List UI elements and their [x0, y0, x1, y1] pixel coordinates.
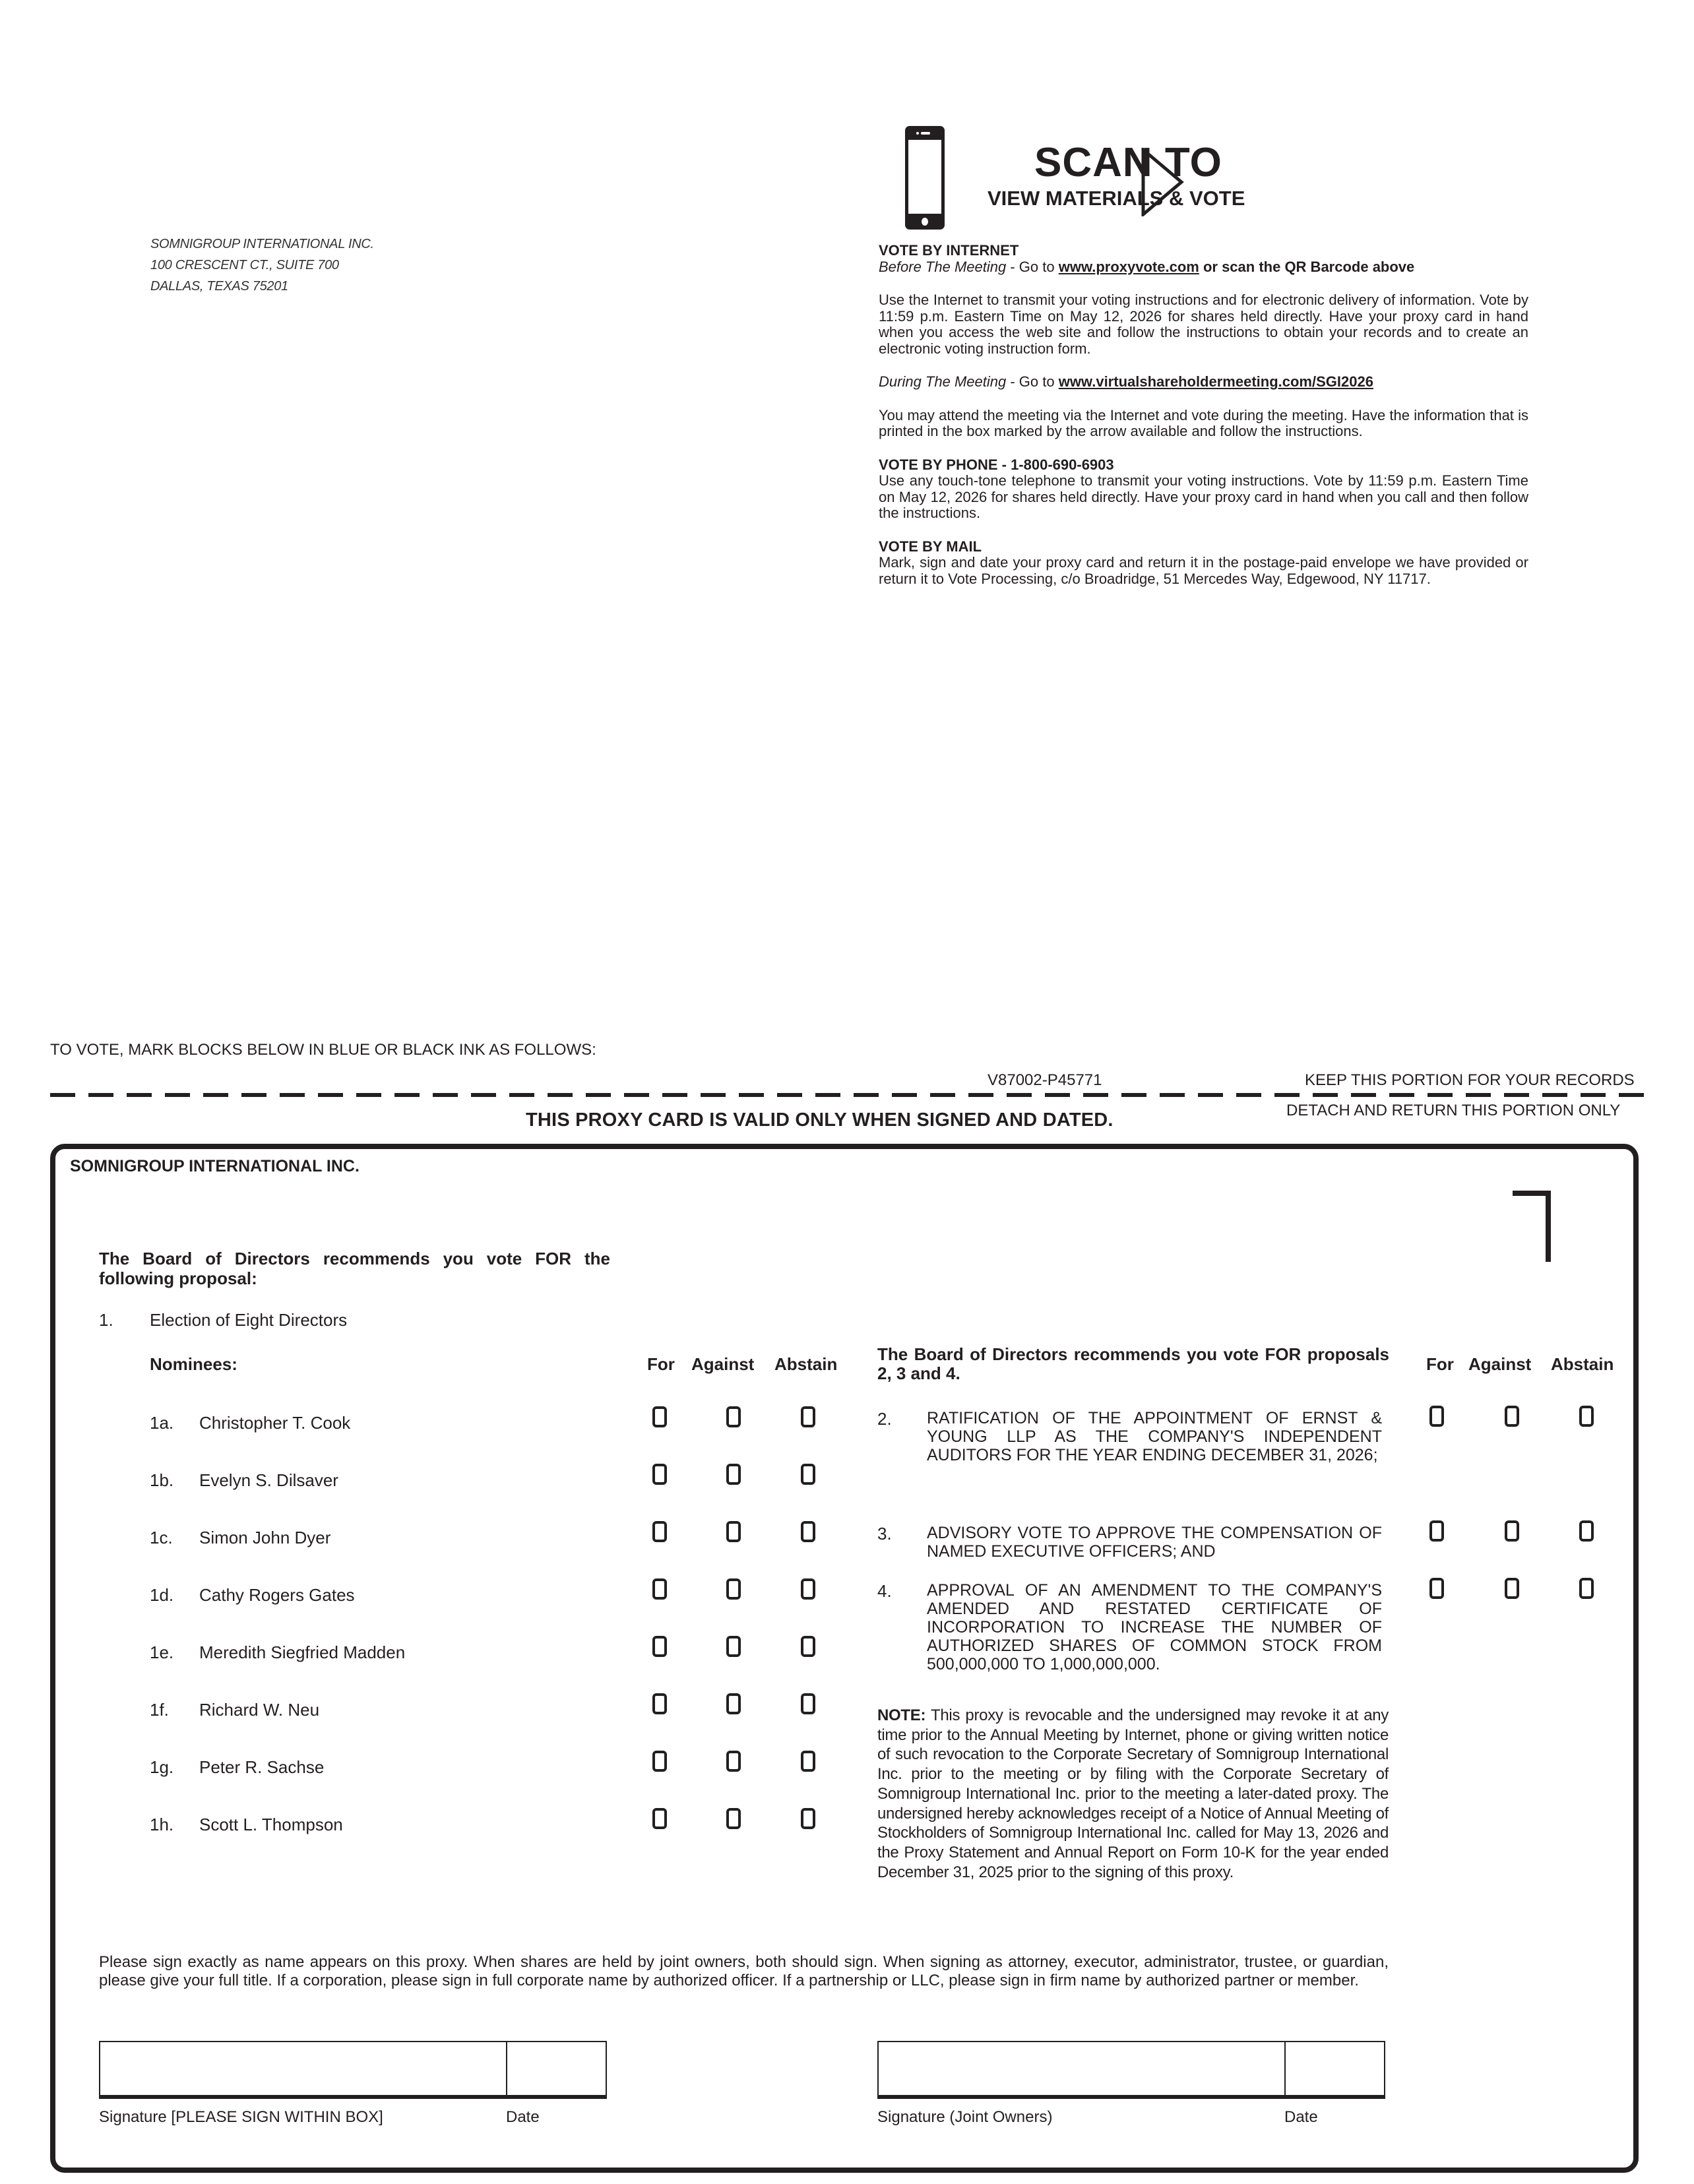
- checkbox-1a-abstain[interactable]: [801, 1406, 815, 1427]
- nominee-number: 1c.: [150, 1528, 173, 1547]
- col-for-label-2: For: [1426, 1354, 1454, 1374]
- checkbox-3-against[interactable]: [1505, 1520, 1519, 1542]
- checkbox-1b-abstain[interactable]: [801, 1464, 815, 1485]
- checkbox-1b-against[interactable]: [726, 1464, 741, 1485]
- proposal-number: 2.: [877, 1409, 892, 1429]
- nominee-number: 1f.: [150, 1700, 169, 1720]
- checkbox-1d-for[interactable]: [652, 1578, 667, 1600]
- col-against-label: Against: [691, 1354, 755, 1374]
- checkbox-1h-abstain[interactable]: [801, 1808, 815, 1829]
- proposal-text: APPROVAL OF AN AMENDMENT TO THE COMPANY'S AMENDED AND RESTATED CERTIFICATE OF INCORPORATION TO INCREASE THE NUMBER OF AUTHORIZED SHARES OF COMMON STOCK FROM 500,000,000 TO 1,000,000,000.: [927, 1581, 1382, 1673]
- board-recommendation-1: The Board of Directors recommends you vote FOR the following proposal:: [99, 1249, 610, 1288]
- nominee-name: Simon John Dyer: [199, 1528, 331, 1547]
- checkbox-3-for[interactable]: [1429, 1520, 1444, 1542]
- mark-instruction: TO VOTE, MARK BLOCKS BELOW IN BLUE OR BLACK INK AS FOLLOWS:: [50, 1041, 596, 1059]
- signing-instructions: Please sign exactly as name appears on this proxy. When shares are held by joint owners, both should sign. When signing as attorney, executor, administrator, trustee, or guardian, please give your full title. If a corporation, please sign in full corporate name by authorized officer. If a partnership or LLC, please sign in firm name by authorized partner or member.: [99, 1953, 1389, 1989]
- signature-label: Signature [PLEASE SIGN WITHIN BOX]: [99, 2108, 383, 2126]
- col-for-label: For: [647, 1354, 675, 1374]
- valid-notice: THIS PROXY CARD IS VALID ONLY WHEN SIGNED AND DATED.: [526, 1109, 1114, 1131]
- checkbox-1a-against[interactable]: [726, 1406, 741, 1427]
- board-recommendation-2: The Board of Directors recommends you vote FOR proposals 2, 3 and 4.: [877, 1344, 1389, 1383]
- note-text: This proxy is revocable and the undersigned may revoke it at any time prior to the Annual Meeting by Internet, phone or giving written notice of such revocation to the Corporate Secretary of Somnigroup International Inc. prior to the meeting or by filing with the Corporate Secretary of Somnigroup International Inc. prior to the meeting a later-dated proxy. The undersigned hereby acknowledges receipt of a Notice of Annual Meeting of Stockholders of Somnigroup International Inc. called for May 13, 2026 and the Proxy Statement and Annual Report on Form 10-K for the year ended December 31, 2025 prior to the signing of this proxy.: [877, 1706, 1389, 1881]
- checkbox-4-against[interactable]: [1505, 1578, 1519, 1599]
- checkbox-2-against[interactable]: [1505, 1406, 1519, 1427]
- checkbox-1e-for[interactable]: [652, 1636, 667, 1657]
- checkbox-1d-abstain[interactable]: [801, 1578, 815, 1600]
- checkbox-1e-against[interactable]: [726, 1636, 741, 1657]
- nominee-name: Meredith Siegfried Madden: [199, 1642, 406, 1662]
- virtual-meeting-link[interactable]: www.virtualshareholdermeeting.com/SGI2026: [1058, 373, 1373, 390]
- checkbox-1c-for[interactable]: [652, 1521, 667, 1542]
- proposal-1-title: Election of Eight Directors: [150, 1310, 348, 1330]
- checkbox-1c-against[interactable]: [726, 1521, 741, 1542]
- signature-date-input[interactable]: [506, 2041, 607, 2099]
- vote-phone-body: Use any touch-tone telephone to transmit your voting instructions. Vote by 11:59 p.m. Eastern Time on May 12, 2026 for shares held directly. Have your proxy card in hand when you call and then follow the instructions.: [879, 472, 1528, 521]
- nominees-heading: Nominees:: [150, 1354, 237, 1374]
- scan-subtitle: VIEW MATERIALS & VOTE: [988, 187, 1245, 210]
- proxyvote-link[interactable]: www.proxyvote.com: [1058, 258, 1199, 275]
- vote-during-body: You may attend the meeting via the Internet and vote during the meeting. Have the information that is printed in the box marked by the arrow available and follow the instructions.: [879, 406, 1528, 439]
- nominee-number: 1e.: [150, 1642, 174, 1662]
- signature-input[interactable]: [99, 2041, 507, 2099]
- checkbox-1g-against[interactable]: [726, 1751, 741, 1772]
- nominee-number: 1d.: [150, 1585, 174, 1605]
- checkbox-1f-for[interactable]: [652, 1693, 667, 1714]
- checkbox-1f-abstain[interactable]: [801, 1693, 815, 1714]
- nominee-name: Cathy Rogers Gates: [199, 1585, 355, 1605]
- detach-line: [50, 1093, 1645, 1097]
- revocation-note: [877, 1706, 1389, 1882]
- nominee-number: 1g.: [150, 1757, 174, 1777]
- corner-registration-mark: [1513, 1191, 1551, 1262]
- checkbox-2-for[interactable]: [1429, 1406, 1444, 1427]
- return-address-street: 100 CRESCENT CT., SUITE 700: [150, 258, 339, 272]
- checkbox-1f-against[interactable]: [726, 1693, 741, 1714]
- vote-internet-heading: VOTE BY INTERNET: [879, 242, 1019, 259]
- nominee-number: 1a.: [150, 1413, 174, 1433]
- before-goto-text: - Go to: [1006, 258, 1059, 275]
- nominee-number: 1b.: [150, 1470, 174, 1490]
- qr-barcode-text: or scan the QR Barcode above: [1199, 258, 1415, 275]
- checkbox-4-abstain[interactable]: [1579, 1578, 1594, 1599]
- scan-title: SCAN TO: [1034, 140, 1222, 185]
- checkbox-1h-for[interactable]: [652, 1808, 667, 1829]
- nominee-name: Scott L. Thompson: [199, 1815, 343, 1834]
- nominee-number: 1h.: [150, 1815, 174, 1834]
- vote-phone-heading: VOTE BY PHONE - 1-800-690-6903: [879, 456, 1114, 473]
- col-abstain-label-2: Abstain: [1551, 1354, 1614, 1374]
- before-meeting-label: Before The Meeting: [879, 258, 1007, 275]
- return-address: [150, 234, 374, 297]
- proposal-number: 4.: [877, 1581, 892, 1601]
- proposal-number: 3.: [877, 1524, 892, 1544]
- vote-mail-body: Mark, sign and date your proxy card and return it in the postage-paid envelope we have provided or return it to Vote Processing, c/o Broadridge, 51 Mercedes Way, Edgewood, NY 11717.: [879, 554, 1528, 587]
- return-address-city: DALLAS, TEXAS 75201: [150, 279, 288, 294]
- proposal-text: RATIFICATION OF THE APPOINTMENT OF ERNST & YOUNG LLP AS THE COMPANY'S INDEPENDENT AUDITORS FOR THE YEAR ENDING DECEMBER 31, 2026;: [927, 1409, 1382, 1464]
- signature-date-label: Date: [506, 2108, 540, 2126]
- proposal-text: ADVISORY VOTE TO APPROVE THE COMPENSATION OF NAMED EXECUTIVE OFFICERS; AND: [927, 1524, 1382, 1561]
- joint-signature-label: Signature (Joint Owners): [877, 2108, 1053, 2126]
- checkbox-1d-against[interactable]: [726, 1578, 741, 1600]
- nominee-name: Richard W. Neu: [199, 1700, 320, 1720]
- checkbox-1e-abstain[interactable]: [801, 1636, 815, 1657]
- col-against-label-2: Against: [1468, 1354, 1532, 1374]
- col-abstain-label: Abstain: [774, 1354, 838, 1374]
- during-meeting-label: During The Meeting: [879, 373, 1007, 390]
- control-number: V87002-P45771: [988, 1071, 1102, 1089]
- keep-portion-label: KEEP THIS PORTION FOR YOUR RECORDS: [1305, 1071, 1635, 1089]
- checkbox-1c-abstain[interactable]: [801, 1521, 815, 1542]
- nominee-name: Christopher T. Cook: [199, 1413, 351, 1433]
- checkbox-1g-abstain[interactable]: [801, 1751, 815, 1772]
- checkbox-2-abstain[interactable]: [1579, 1406, 1594, 1427]
- joint-date-label: Date: [1284, 2108, 1318, 2126]
- return-address-company: SOMNIGROUP INTERNATIONAL INC.: [150, 237, 374, 251]
- checkbox-1g-for[interactable]: [652, 1751, 667, 1772]
- vote-during-meeting: [879, 374, 1528, 390]
- play-arrow-icon: [1141, 148, 1184, 216]
- vote-instructions: [879, 243, 1528, 587]
- checkbox-1a-for[interactable]: [652, 1406, 667, 1427]
- vote-before-meeting: [879, 259, 1528, 276]
- joint-date-input[interactable]: [1284, 2041, 1385, 2099]
- proposal-1-number: 1.: [99, 1310, 113, 1330]
- checkbox-4-for[interactable]: [1429, 1578, 1444, 1599]
- card-company-name: SOMNIGROUP INTERNATIONAL INC.: [70, 1157, 360, 1175]
- nominee-name: Evelyn S. Dilsaver: [199, 1470, 338, 1490]
- joint-signature-input[interactable]: [877, 2041, 1286, 2099]
- vote-mail-heading: VOTE BY MAIL: [879, 538, 982, 555]
- note-label: NOTE:: [877, 1706, 926, 1724]
- checkbox-3-abstain[interactable]: [1579, 1520, 1594, 1542]
- vote-internet-body: Use the Internet to transmit your voting instructions and for electronic delivery of information. Vote by 11:59 p.m. Eastern Time on May 12, 2026 for shares held directly. Have your proxy card in hand when you access the web site and follow the instructions to obtain your records and to create an electronic voting instruction form.: [879, 292, 1528, 357]
- during-goto-text: - Go to: [1006, 373, 1059, 390]
- checkbox-1b-for[interactable]: [652, 1464, 667, 1485]
- checkbox-1h-against[interactable]: [726, 1808, 741, 1829]
- detach-portion-label: DETACH AND RETURN THIS PORTION ONLY: [1286, 1102, 1621, 1119]
- nominee-name: Peter R. Sachse: [199, 1757, 325, 1777]
- smartphone-icon: [905, 126, 945, 230]
